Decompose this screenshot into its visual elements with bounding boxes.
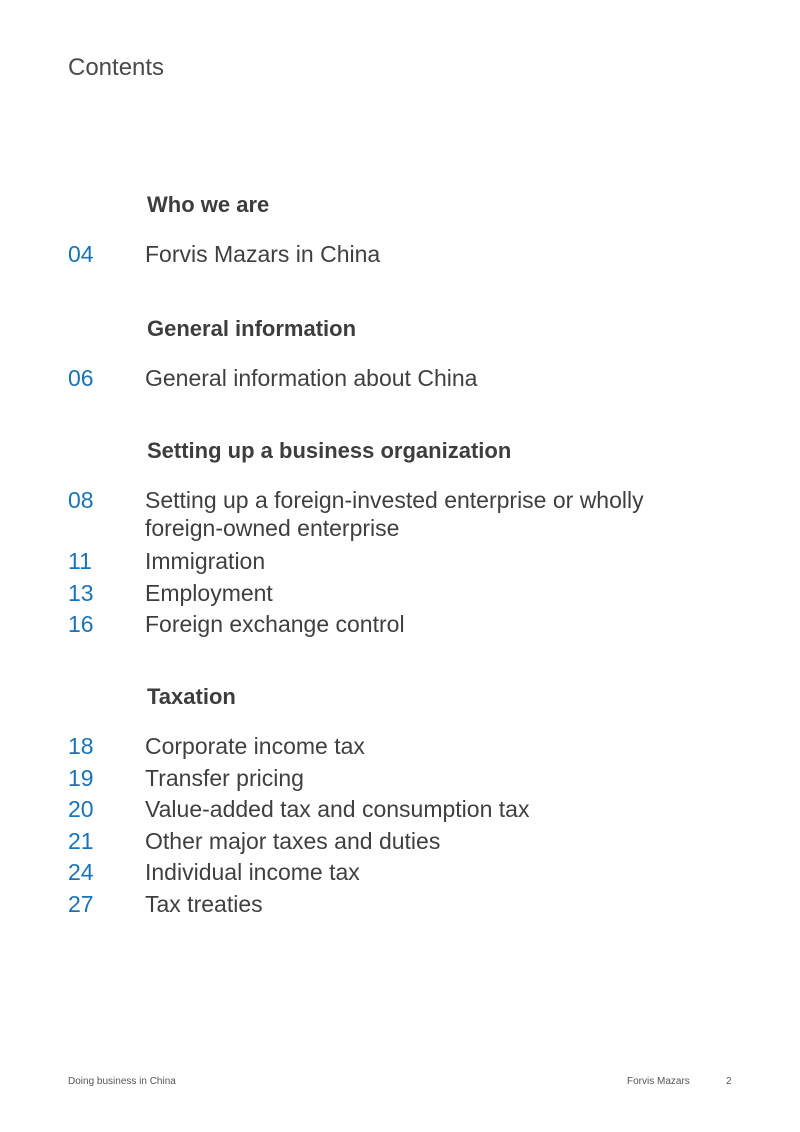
toc-entry-title: Corporate income tax bbox=[145, 733, 365, 759]
section-title: Taxation bbox=[147, 684, 236, 709]
toc-entry-page-number: 13 bbox=[68, 580, 94, 606]
toc-entry-page-number: 06 bbox=[68, 365, 94, 391]
toc-entry-page-number: 11 bbox=[68, 548, 92, 574]
toc-entry-page-number: 24 bbox=[68, 859, 94, 885]
toc-entry-page-number: 20 bbox=[68, 796, 94, 822]
section-title: Who we are bbox=[147, 192, 270, 217]
toc-entry-title: Value-added tax and consumption tax bbox=[145, 796, 530, 822]
toc-entry-page-number: 21 bbox=[68, 828, 94, 854]
toc-entry-page-number: 16 bbox=[68, 611, 94, 637]
toc-entry-title: Transfer pricing bbox=[145, 765, 304, 791]
toc-entry-page-number: 18 bbox=[68, 733, 94, 759]
toc-entry-title: Employment bbox=[145, 580, 273, 606]
footer-document-title: Doing business in China bbox=[68, 1076, 176, 1087]
page-title: Contents bbox=[68, 54, 165, 81]
toc-entry-page-number: 08 bbox=[68, 487, 94, 513]
toc-entry-title: Foreign exchange control bbox=[145, 611, 405, 637]
footer-brand: Forvis Mazars bbox=[627, 1076, 690, 1087]
toc-entry-page-number: 27 bbox=[68, 891, 94, 917]
footer-page-number: 2 bbox=[726, 1076, 732, 1087]
toc-entry-title: Tax treaties bbox=[145, 891, 263, 917]
toc-entry-title: Forvis Mazars in China bbox=[145, 241, 381, 267]
toc-entry-title: Setting up a foreign-invested enterprise or wholly foreign-owned enterprise bbox=[145, 487, 644, 541]
toc-entry-title: Individual income tax bbox=[145, 859, 360, 885]
toc-entry-title: Other major taxes and duties bbox=[145, 828, 441, 854]
toc-entry-title: General information about China bbox=[145, 365, 478, 391]
toc-entry-page-number: 04 bbox=[68, 241, 94, 267]
toc-entry-page-number: 19 bbox=[68, 765, 94, 791]
section-title: General information bbox=[147, 316, 357, 341]
toc-entry-title: Immigration bbox=[145, 548, 266, 574]
section-title: Setting up a business organization bbox=[147, 438, 512, 463]
